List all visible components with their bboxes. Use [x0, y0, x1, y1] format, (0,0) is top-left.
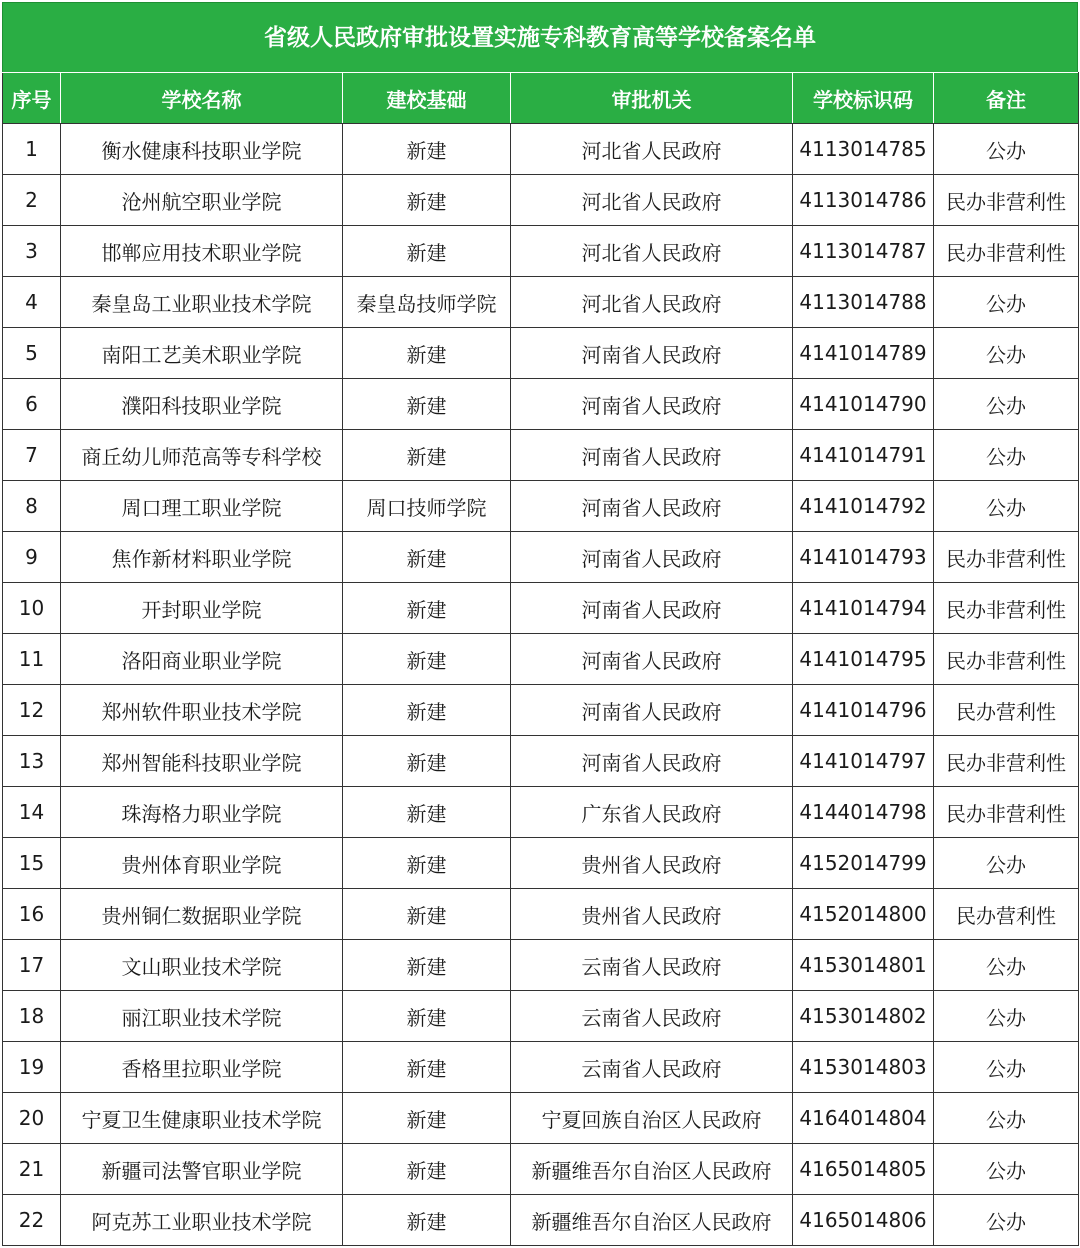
cell-index: 19 [3, 1042, 61, 1093]
cell-authority: 河南省人民政府 [511, 328, 793, 379]
table-row [3, 430, 1079, 481]
cell-authority: 河南省人民政府 [511, 583, 793, 634]
cell-basis: 新建 [343, 1042, 511, 1093]
cell-index: 16 [3, 889, 61, 940]
cell-school-code: 4141014793 [793, 532, 934, 583]
cell-school-name: 洛阳商业职业学院 [61, 634, 343, 685]
cell-remarks: 民办非营利性 [934, 736, 1079, 787]
cell-school-code: 4165014805 [793, 1144, 934, 1195]
cell-school-code: 4153014801 [793, 940, 934, 991]
cell-basis: 新建 [343, 787, 511, 838]
table-row [3, 532, 1079, 583]
cell-school-name: 香格里拉职业学院 [61, 1042, 343, 1093]
cell-school-code: 4113014787 [793, 226, 934, 277]
cell-school-code: 4141014790 [793, 379, 934, 430]
cell-authority: 云南省人民政府 [511, 940, 793, 991]
cell-school-name: 贵州体育职业学院 [61, 838, 343, 889]
cell-basis: 周口技师学院 [343, 481, 511, 532]
cell-basis: 新建 [343, 583, 511, 634]
column-header-basis: 建校基础 [343, 73, 511, 124]
cell-school-code: 4152014800 [793, 889, 934, 940]
cell-school-code: 4164014804 [793, 1093, 934, 1144]
column-header-school-code: 学校标识码 [793, 73, 934, 124]
cell-remarks: 民办非营利性 [934, 634, 1079, 685]
cell-index: 8 [3, 481, 61, 532]
cell-remarks: 公办 [934, 1195, 1079, 1246]
cell-authority: 河南省人民政府 [511, 430, 793, 481]
cell-remarks: 民办非营利性 [934, 787, 1079, 838]
cell-authority: 贵州省人民政府 [511, 838, 793, 889]
cell-school-name: 沧州航空职业学院 [61, 175, 343, 226]
table-row [3, 787, 1079, 838]
cell-index: 5 [3, 328, 61, 379]
cell-remarks: 公办 [934, 940, 1079, 991]
cell-authority: 河南省人民政府 [511, 685, 793, 736]
cell-remarks: 民办非营利性 [934, 175, 1079, 226]
cell-basis: 新建 [343, 940, 511, 991]
cell-basis: 新建 [343, 226, 511, 277]
cell-authority: 河南省人民政府 [511, 736, 793, 787]
cell-authority: 河北省人民政府 [511, 175, 793, 226]
cell-school-code: 4141014789 [793, 328, 934, 379]
table-row [3, 1093, 1079, 1144]
table-row [3, 1195, 1079, 1246]
cell-authority: 新疆维吾尔自治区人民政府 [511, 1144, 793, 1195]
table-row [3, 889, 1079, 940]
cell-basis: 新建 [343, 736, 511, 787]
cell-basis: 新建 [343, 379, 511, 430]
table-row [3, 685, 1079, 736]
cell-school-code: 4113014788 [793, 277, 934, 328]
cell-school-code: 4141014795 [793, 634, 934, 685]
table-row [3, 379, 1079, 430]
cell-school-code: 4141014794 [793, 583, 934, 634]
cell-basis: 秦皇岛技师学院 [343, 277, 511, 328]
cell-authority: 贵州省人民政府 [511, 889, 793, 940]
cell-authority: 河北省人民政府 [511, 226, 793, 277]
cell-basis: 新建 [343, 1195, 511, 1246]
table-row [3, 124, 1079, 175]
table-row [3, 328, 1079, 379]
cell-index: 9 [3, 532, 61, 583]
cell-index: 2 [3, 175, 61, 226]
table-row [3, 940, 1079, 991]
cell-basis: 新建 [343, 175, 511, 226]
cell-remarks: 公办 [934, 328, 1079, 379]
cell-basis: 新建 [343, 532, 511, 583]
cell-basis: 新建 [343, 634, 511, 685]
cell-index: 7 [3, 430, 61, 481]
cell-school-name: 郑州智能科技职业学院 [61, 736, 343, 787]
cell-school-name: 宁夏卫生健康职业技术学院 [61, 1093, 343, 1144]
cell-school-name: 丽江职业技术学院 [61, 991, 343, 1042]
cell-school-name: 新疆司法警官职业学院 [61, 1144, 343, 1195]
table-row [3, 736, 1079, 787]
cell-remarks: 公办 [934, 277, 1079, 328]
column-header-school-name: 学校名称 [61, 73, 343, 124]
cell-index: 18 [3, 991, 61, 1042]
cell-school-code: 4152014799 [793, 838, 934, 889]
cell-school-name: 濮阳科技职业学院 [61, 379, 343, 430]
cell-school-code: 4113014786 [793, 175, 934, 226]
cell-school-code: 4141014791 [793, 430, 934, 481]
cell-index: 22 [3, 1195, 61, 1246]
cell-index: 20 [3, 1093, 61, 1144]
document [2, 2, 1078, 1246]
cell-school-name: 开封职业学院 [61, 583, 343, 634]
cell-authority: 河北省人民政府 [511, 124, 793, 175]
table-row [3, 1042, 1079, 1093]
cell-school-code: 4141014796 [793, 685, 934, 736]
cell-remarks: 公办 [934, 1144, 1079, 1195]
column-header-authority: 审批机关 [511, 73, 793, 124]
cell-authority: 云南省人民政府 [511, 1042, 793, 1093]
table-row [3, 634, 1079, 685]
cell-authority: 云南省人民政府 [511, 991, 793, 1042]
cell-basis: 新建 [343, 1093, 511, 1144]
cell-basis: 新建 [343, 124, 511, 175]
cell-index: 3 [3, 226, 61, 277]
cell-basis: 新建 [343, 889, 511, 940]
cell-school-code: 4141014792 [793, 481, 934, 532]
cell-remarks: 公办 [934, 838, 1079, 889]
cell-authority: 河南省人民政府 [511, 532, 793, 583]
table-row [3, 583, 1079, 634]
cell-index: 6 [3, 379, 61, 430]
cell-school-code: 4113014785 [793, 124, 934, 175]
cell-index: 11 [3, 634, 61, 685]
cell-index: 14 [3, 787, 61, 838]
cell-remarks: 公办 [934, 379, 1079, 430]
cell-authority: 新疆维吾尔自治区人民政府 [511, 1195, 793, 1246]
table-row [3, 277, 1079, 328]
cell-school-name: 焦作新材料职业学院 [61, 532, 343, 583]
cell-school-name: 衡水健康科技职业学院 [61, 124, 343, 175]
cell-remarks: 民办营利性 [934, 889, 1079, 940]
cell-index: 15 [3, 838, 61, 889]
cell-authority: 河北省人民政府 [511, 277, 793, 328]
table-row [3, 175, 1079, 226]
cell-basis: 新建 [343, 1144, 511, 1195]
cell-school-code: 4153014803 [793, 1042, 934, 1093]
cell-school-name: 南阳工艺美术职业学院 [61, 328, 343, 379]
cell-remarks: 民办非营利性 [934, 226, 1079, 277]
table-row [3, 1144, 1079, 1195]
cell-index: 10 [3, 583, 61, 634]
table-row [3, 481, 1079, 532]
cell-index: 17 [3, 940, 61, 991]
cell-school-name: 郑州软件职业技术学院 [61, 685, 343, 736]
cell-remarks: 公办 [934, 991, 1079, 1042]
table-title: 省级人民政府审批设置实施专科教育高等学校备案名单 [2, 2, 1078, 72]
cell-remarks: 公办 [934, 430, 1079, 481]
cell-remarks: 民办非营利性 [934, 583, 1079, 634]
cell-school-name: 商丘幼儿师范高等专科学校 [61, 430, 343, 481]
cell-school-name: 邯郸应用技术职业学院 [61, 226, 343, 277]
cell-authority: 河南省人民政府 [511, 481, 793, 532]
cell-school-name: 阿克苏工业职业技术学院 [61, 1195, 343, 1246]
cell-authority: 宁夏回族自治区人民政府 [511, 1093, 793, 1144]
cell-index: 13 [3, 736, 61, 787]
cell-basis: 新建 [343, 328, 511, 379]
cell-index: 1 [3, 124, 61, 175]
cell-remarks: 公办 [934, 124, 1079, 175]
column-header-index: 序号 [3, 73, 61, 124]
cell-index: 21 [3, 1144, 61, 1195]
cell-remarks: 公办 [934, 1093, 1079, 1144]
cell-basis: 新建 [343, 430, 511, 481]
cell-basis: 新建 [343, 685, 511, 736]
cell-school-name: 文山职业技术学院 [61, 940, 343, 991]
cell-authority: 河南省人民政府 [511, 379, 793, 430]
cell-school-code: 4144014798 [793, 787, 934, 838]
cell-school-code: 4141014797 [793, 736, 934, 787]
cell-school-name: 贵州铜仁数据职业学院 [61, 889, 343, 940]
cell-remarks: 民办非营利性 [934, 532, 1079, 583]
cell-school-name: 周口理工职业学院 [61, 481, 343, 532]
cell-remarks: 公办 [934, 481, 1079, 532]
cell-basis: 新建 [343, 838, 511, 889]
cell-authority: 河南省人民政府 [511, 634, 793, 685]
cell-school-code: 4153014802 [793, 991, 934, 1042]
table-row [3, 838, 1079, 889]
cell-school-name: 秦皇岛工业职业技术学院 [61, 277, 343, 328]
table-row [3, 991, 1079, 1042]
cell-authority: 广东省人民政府 [511, 787, 793, 838]
table-row [3, 226, 1079, 277]
table-body [3, 124, 1079, 1246]
cell-school-name: 珠海格力职业学院 [61, 787, 343, 838]
school-table [2, 72, 1079, 1246]
cell-remarks: 公办 [934, 1042, 1079, 1093]
header-row [3, 73, 1079, 124]
cell-index: 12 [3, 685, 61, 736]
cell-index: 4 [3, 277, 61, 328]
column-header-remarks: 备注 [934, 73, 1079, 124]
cell-basis: 新建 [343, 991, 511, 1042]
cell-school-code: 4165014806 [793, 1195, 934, 1246]
cell-remarks: 民办营利性 [934, 685, 1079, 736]
